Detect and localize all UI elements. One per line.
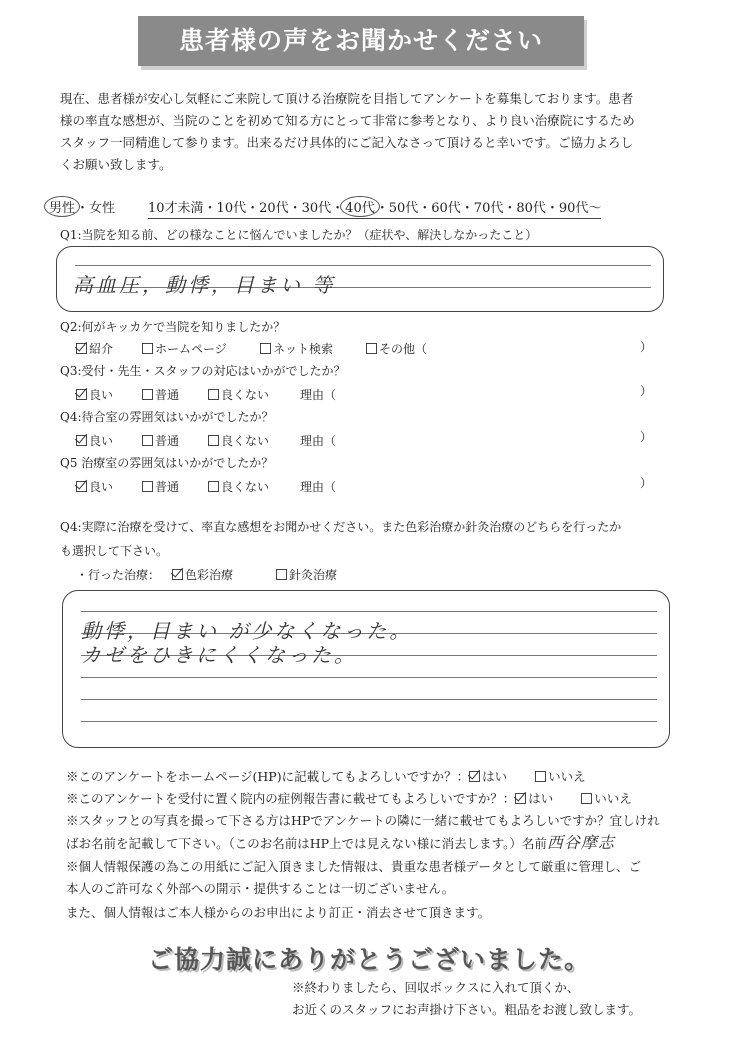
consent-hp-row [66,766,586,788]
q4-label: Q4:待合室の雰囲気はいかがでしたか？ [60,410,274,424]
age-options[interactable] [148,196,601,219]
q2-label: Q2:何がキッカケで当院を知りましたか？ [60,320,286,334]
checkbox-icon[interactable] [142,481,153,492]
thanks-heading: ご協力誠にありがとうございました。 [148,945,591,974]
checkbox-icon[interactable] [535,771,546,782]
checkbox-icon[interactable] [208,389,219,400]
consent-report-no[interactable]: いいえ [594,791,632,806]
footer-line2: お近くのスタッフにお声掛け下さい。粗品をお渡し致します。 [292,1002,642,1017]
q2-option-referral[interactable]: 紹介 [76,340,113,357]
q4-option-good[interactable]: 良い [76,432,113,449]
checkbox-checked-icon[interactable] [172,569,183,580]
intro-line: 現在、患者様が安心し気軽にご来院して頂ける治療院を目指してアンケートを募集しております。患者 [60,91,634,106]
footer-line1: ※終わりましたら、回収ボックスに入れて頂くか、 [292,980,580,995]
consent-hp-question: ※このアンケートをホームページ(HP)に記載してもよろしいですか？： [66,769,470,784]
q3-label: Q3:受付・先生・スタッフの対応はいかがでしたか？ [60,364,346,378]
q3-close-paren: ） [640,384,653,398]
q6-label-line1: Q4:実際に治療を受けて、率直な感想をお聞かせください。また色彩治療か針灸治療のどちらを行ったか [60,520,622,534]
gender-male-option[interactable]: 男性 [44,196,80,217]
q3-option-good[interactable]: 良い [76,386,113,403]
checkbox-icon[interactable] [366,343,377,354]
checkbox-icon[interactable] [142,435,153,446]
checkbox-icon[interactable] [276,569,287,580]
checkbox-checked-icon[interactable] [76,343,87,354]
intro-text [60,88,690,176]
q2-option-homepage[interactable]: ホームページ [142,340,227,357]
intro-line: くお願い致します。 [60,157,172,172]
q6-answer-box[interactable] [62,590,670,748]
consent-report-row [66,788,632,810]
checkbox-icon[interactable] [208,435,219,446]
q3-reason-label: 理由（ [300,388,337,402]
checkbox-checked-icon[interactable] [76,481,87,492]
age-option-selected[interactable]: 40代 [340,196,380,217]
q5-label: Q5 治療室の雰囲気はいかがでしたか？ [60,456,274,470]
photo-note-line1: ※スタッフとの写真を撮って下さる方はHPでアンケートの隣に一緒に載せてもよろしいですか？宜しけれ [66,813,660,828]
ruled-line [81,611,657,612]
privacy-line2: 本人のご許可なく外部への開示・提供することは一切ございません。 [66,881,455,896]
checkbox-checked-icon[interactable] [76,389,87,400]
q5-option-good[interactable]: 良い [76,478,113,495]
q4-close-paren: ） [640,430,653,444]
checkbox-icon[interactable] [208,481,219,492]
treatment-option-color[interactable]: 色彩治療 [172,566,233,583]
privacy-line1: ※個人情報保護の為この用紙にご記入頂きました情報は、貴重な患者様データとして厳重に管理し、ご [66,859,642,874]
checkbox-icon[interactable] [142,343,153,354]
q6-handwritten-line2: カゼをひきにくくなった。 [81,643,357,667]
q1-label: Q1:当院を知る前、どの様なことに悩んでいましたか？（症状や、解決しなかったこと） [60,228,538,242]
intro-line: スタッフ一同精進して参ります。出来るだけ具体的にご記入なさって頂けると幸いです。ご協力よろし [60,135,634,150]
q4-option-normal[interactable]: 普通 [142,432,179,449]
q5-option-normal[interactable]: 普通 [142,478,179,495]
q5-reason-label: 理由（ [300,480,337,494]
checkbox-checked-icon[interactable] [469,771,480,782]
q4-reason-label: 理由（ [300,434,337,448]
ruled-line [81,677,657,678]
q6-label-line2: も選択して下さい。 [60,544,169,558]
q5-option-bad[interactable]: 良くない [208,478,269,495]
gender-female-option[interactable]: 女性 [89,201,116,216]
page-title: 患者様の声をお聞かせください [138,16,584,66]
treatment-label: ・行った治療： [76,568,161,582]
intro-line: 様の率直な感想が、当院のことを初めて知る方にとって非常に参考となり、より良い治療院にするため [60,113,635,128]
ruled-line [81,699,657,700]
age-option-group: ・50代・60代・70代・80代・90代～ [375,201,602,216]
consent-hp-no[interactable]: いいえ [548,769,586,784]
q1-answer-box[interactable] [56,246,664,312]
checkbox-checked-icon[interactable] [76,435,87,446]
privacy-line3: また、個人情報はご本人様からのお申出により訂正・消去させて頂きます。 [66,905,491,920]
q6-handwritten-line1: 動悸，目まい が少なくなった。 [81,619,413,643]
gender-separator: ・ [76,201,90,216]
consent-hp-yes[interactable]: はい [482,769,508,784]
q1-handwritten-answer: 高血圧，動悸，目まい 等 [73,273,336,297]
consent-report-yes[interactable]: はい [528,791,554,806]
treatment-option-acupuncture[interactable]: 針灸治療 [276,566,337,583]
checkbox-icon[interactable] [581,793,592,804]
name-handwritten[interactable]: 西谷摩志 [546,833,615,852]
ruled-line [81,721,657,722]
checkbox-checked-icon[interactable] [515,793,526,804]
q5-close-paren: ） [640,476,653,490]
q4-option-bad[interactable]: 良くない [208,432,269,449]
q2-close-paren: ） [640,340,653,354]
consent-report-question: ※このアンケートを受付に置く院内の症例報告書に載せてもよろしいですか？： [66,791,516,806]
q2-option-net-search[interactable]: ネット検索 [260,340,333,357]
q2-option-other[interactable]: その他（ [366,340,427,357]
photo-note-line2: ばお名前を記載して下さい。（このお名前はHP上では見えない様に消去します。）名前西谷摩志 [66,833,615,852]
checkbox-icon[interactable] [142,389,153,400]
q3-option-bad[interactable]: 良くない [208,386,269,403]
checkbox-icon[interactable] [260,343,271,354]
q3-option-normal[interactable]: 普通 [142,386,179,403]
ruled-line [75,265,651,266]
gender-age-row [48,196,708,217]
age-option-group: 10才未満・10代・20代・30代・ [148,201,345,216]
